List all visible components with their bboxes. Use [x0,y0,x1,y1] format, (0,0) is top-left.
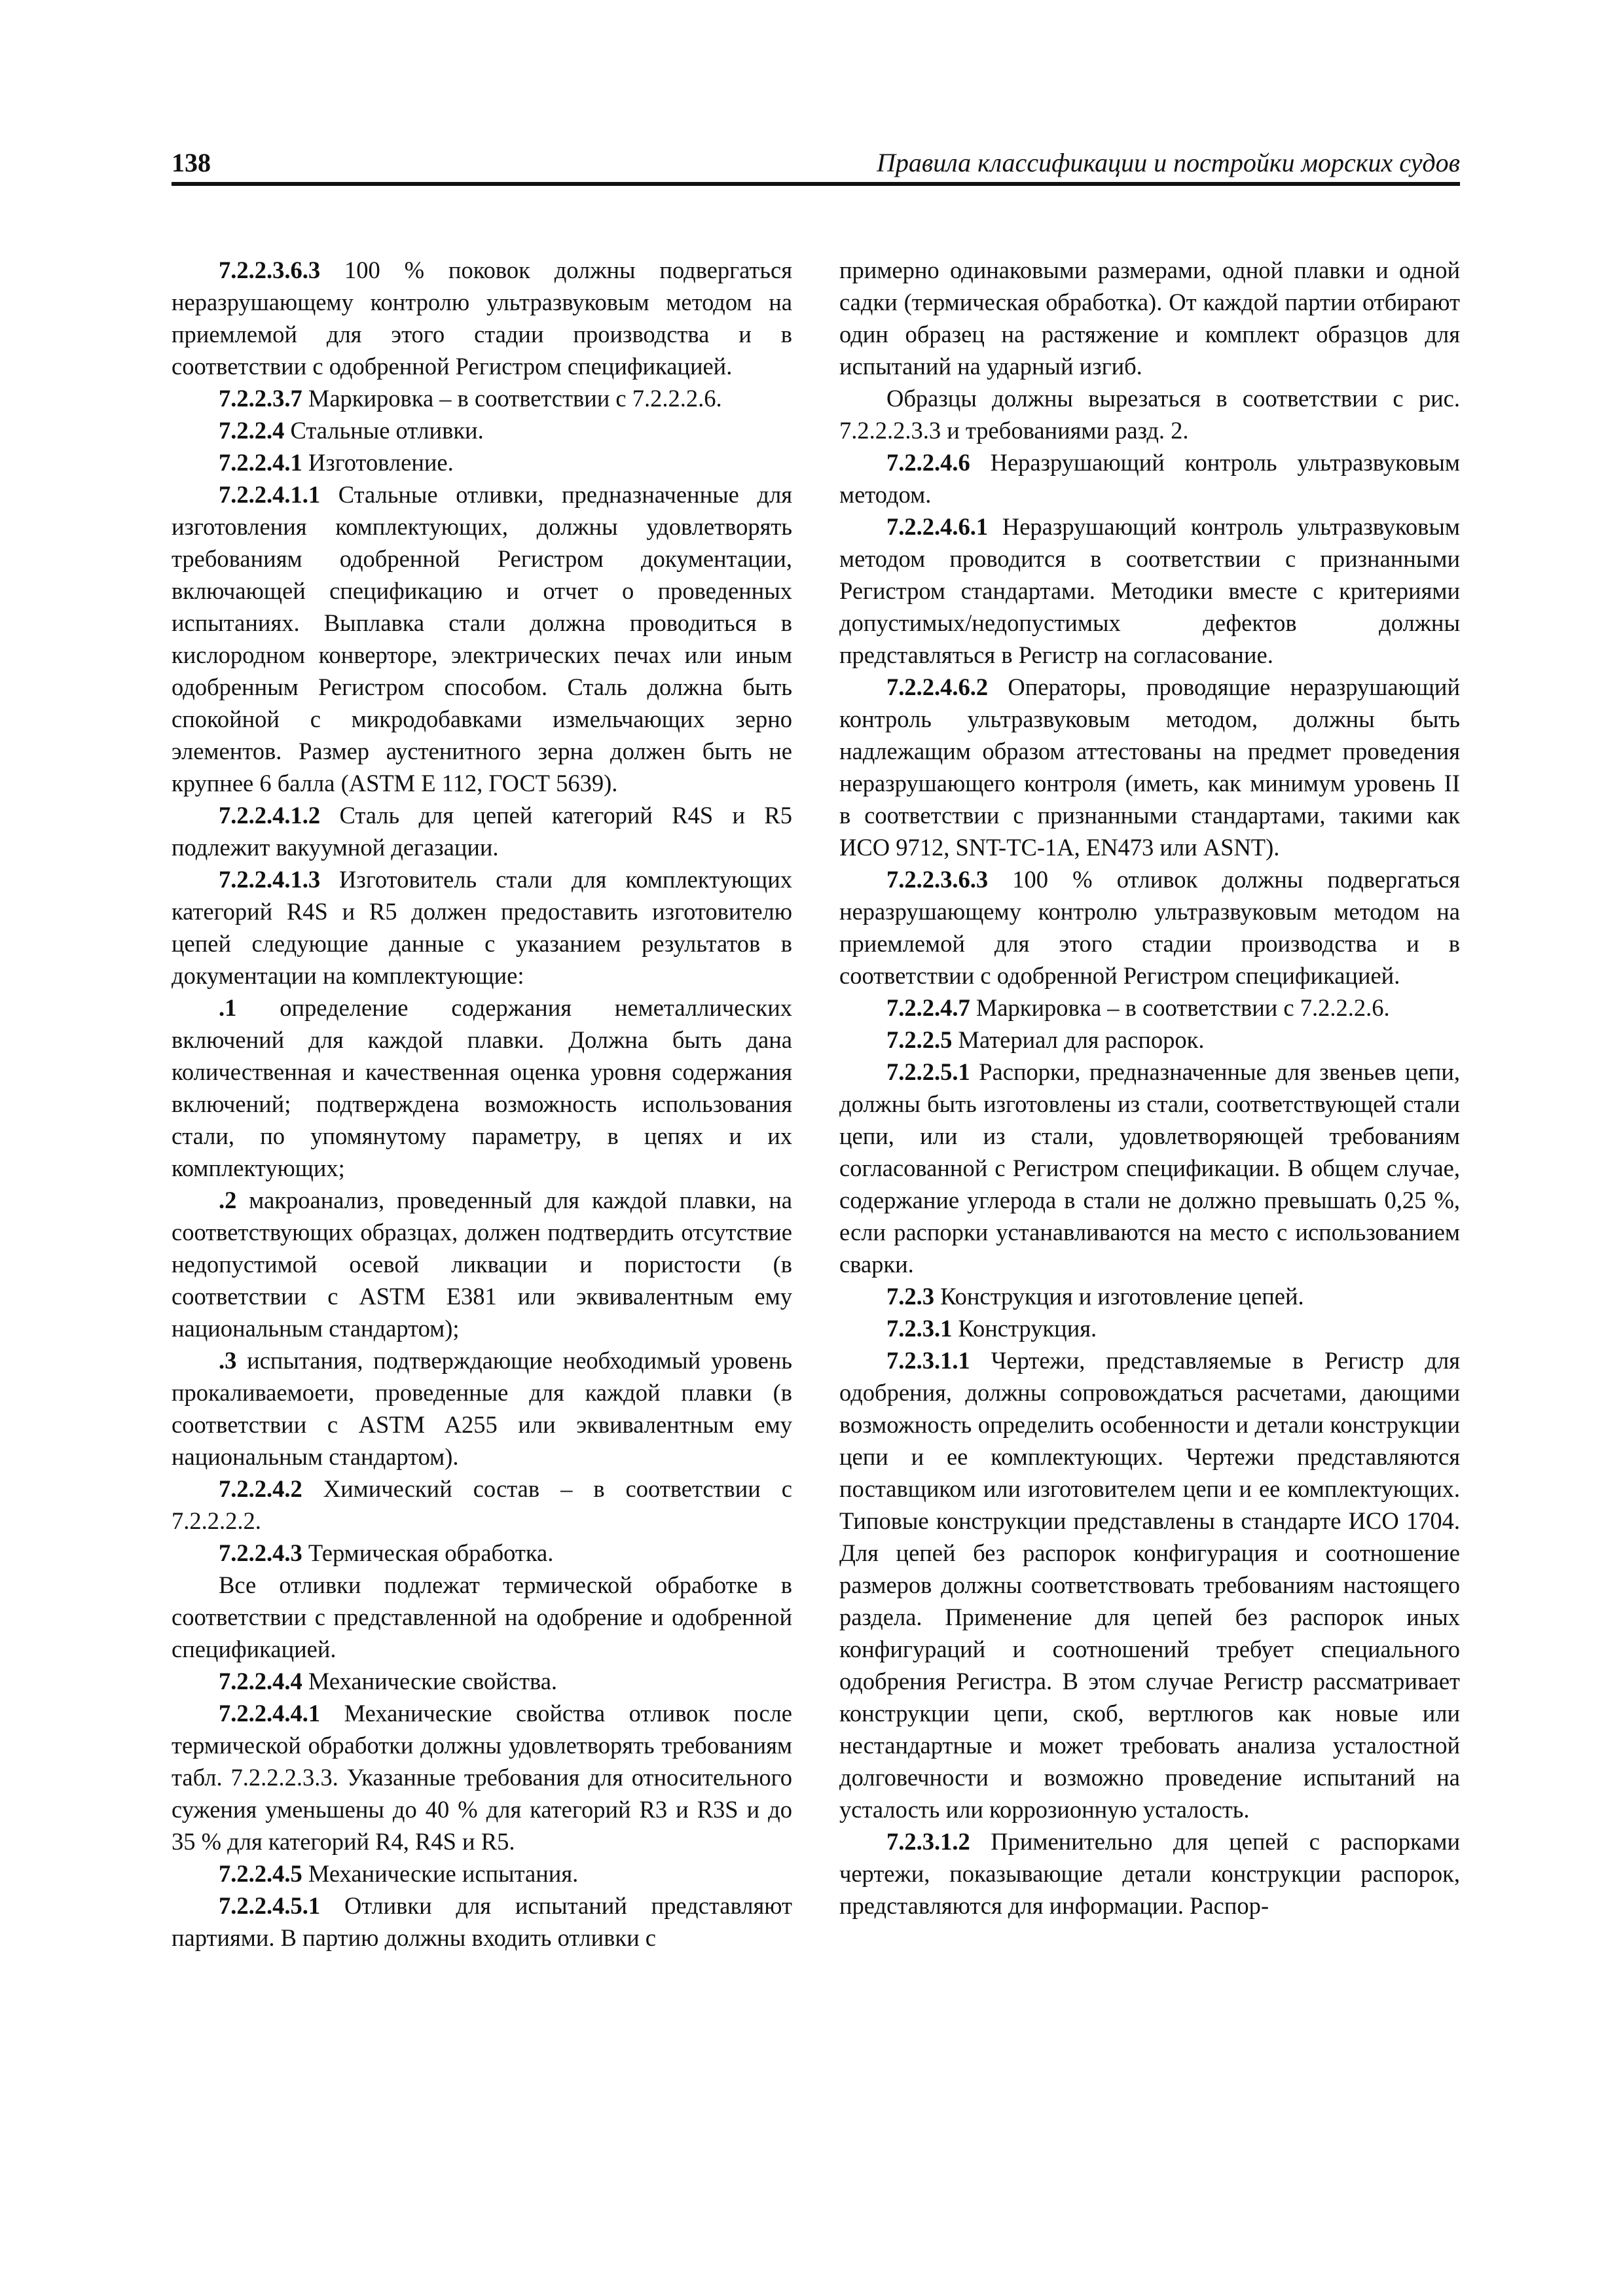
paragraph [172,1665,792,1697]
paragraph-text: Изготовитель стали для комплектующих категорий R4S и R5 должен предоставить изготовителю цепей следующие данные с указанием результатов в документации на комплектующие: [172,866,792,989]
clause-number: 7.2.3.1.1 [886,1347,970,1374]
paragraph-text: Изготовление. [302,449,454,476]
paragraph [839,382,1460,446]
paragraph [839,511,1460,671]
paragraph-text: примерно одинаковыми размерами, одной плавки и одной садки (термическая обработка). От каждой партии отбирают один образец на растяжение и комплект образцов для испытаний на ударный изгиб. [839,257,1460,380]
paragraph [839,863,1460,992]
paragraph [172,254,792,382]
paragraph-text: Распорки, предназначенные для звеньев цепи, должны быть изготовлены из стали, соответствующей стали цепи, или из стали, удовлетворяющей требованиям согласованной с Регистром спецификации. В общем случае, содержание углерода в стали не должно превышать 0,25 %, если распорки устанавливаются на место с использованием сварки. [839,1058,1460,1278]
clause-number: 7.2.2.5 [886,1026,953,1053]
paragraph [172,1344,792,1473]
running-title: Правила классификации и постройки морских судов [876,148,1460,177]
paragraph [839,1024,1460,1056]
paragraph-text: испытания, подтверждающие необходимый уровень прокаливаемоети, проведенные для каждой плавки (в соответствии с ASTM A255 или эквивалентным ему национальным стандартом). [172,1347,792,1470]
clause-number: 7.2.2.4.6.2 [886,673,989,700]
paragraph-text: Механические испытания. [302,1860,579,1887]
clause-number: 7.2.2.4.1.1 [219,481,321,508]
page-number: 138 [172,148,211,177]
paragraph [839,1344,1460,1825]
paragraph-text: Стальные отливки, предназначенные для изготовления комплектующих, должны удовлетворять требованиям одобренной Регистром документации, включающей спецификацию и отчет о проведенных испытаниях. Выплавка стали должна проводиться в кислородном конверторе, электрических печах или иным одобренным Регистром способом. Сталь должна быть спокойной с микродобавками измельчающих зерно элементов. Размер аустенитного зерна должен быть не крупнее 6 балла (ASTM E 112, ГОСТ 5639). [172,481,792,797]
clause-number: 7.2.2.3.6.3 [886,866,989,893]
paragraph [172,446,792,478]
paragraph-text: Термическая обработка. [302,1539,554,1566]
paragraph [172,1569,792,1665]
clause-number: 7.2.2.4.6.1 [886,513,989,540]
paragraph [839,671,1460,863]
clause-number: .2 [219,1187,237,1213]
paragraph [172,1697,792,1857]
paragraph-text: Чертежи, представляемые в Регистр для одобрения, должны сопровождаться расчетами, дающими возможность определить особенности и детали конструкции цепи и ее комплектующих. Чертежи представляются поставщиком или изготовителем цепи и ее комплектующих. Типовые конструкции представлены в стандарте ИСО 1704. Для цепей без распорок конфигурация и соотношение размеров должны соответствовать требованиям настоящего раздела. Применение для цепей без распорок иных конфигураций и соотношений требует специального одобрения Регистра. В этом случае Регистр рассматривает конструкции цепи, скоб, вертлюгов как новые или нестандартные и может требовать анализа усталостной долговечности и возможно проведение испытаний на усталость или коррозионную усталость. [839,1347,1460,1823]
left-column [172,254,792,1954]
paragraph [172,478,792,799]
clause-number: 7.2.2.4.2 [219,1475,302,1502]
right-column [839,254,1460,1922]
paragraph-text: Стальные отливки. [284,417,484,444]
clause-number: 7.2.2.4.1.3 [219,866,321,893]
paragraph [172,799,792,863]
paragraph [172,414,792,446]
paragraph-text: Химический состав – в соответствии с 7.2.2.2.2. [172,1475,792,1534]
clause-number: 7.2.3.1.2 [886,1828,970,1855]
paragraph-text: Маркировка – в соответствии с 7.2.2.2.6. [970,994,1390,1021]
clause-number: 7.2.2.4.7 [886,994,970,1021]
paragraph [172,1537,792,1569]
paragraph [839,1056,1460,1280]
paragraph [172,1890,792,1954]
paragraph [839,992,1460,1024]
paragraph-text: Неразрушающий контроль ультразвуковым методом проводится в соответствии с признанными Регистром стандартами. Методики вместе с критериями допустимых/недопустимых дефектов должны представляться в Регистр на согласование. [839,513,1460,668]
paragraph-text: Механические свойства. [302,1668,558,1695]
clause-number: 7.2.2.5.1 [886,1058,970,1085]
paragraph-text: Материал для распорок. [952,1026,1205,1053]
paragraph [839,1280,1460,1312]
paragraph-text: Все отливки подлежат термической обработке в соответствии с представленной на одобрение и одобренной спецификацией. [172,1571,792,1662]
paragraph-text: Маркировка – в соответствии с 7.2.2.2.6. [302,385,722,412]
clause-number: 7.2.2.4.6 [886,449,970,476]
paragraph-text: 100 % поковок должны подвергаться неразрушающему контролю ультразвуковым методом на приемлемой для этого стадии производства и в соответствии с одобренной Регистром спецификацией. [172,257,792,380]
paragraph-text: Применительно для цепей с распорками чертежи, показывающие детали конструкции распорок, представляются для информации. Распор- [839,1828,1460,1919]
paragraph [172,863,792,992]
page-header [172,145,1460,186]
clause-number: 7.2.2.4.4.1 [219,1700,321,1727]
clause-number: 7.2.2.3.6.3 [219,257,321,283]
clause-number: 7.2.3 [886,1283,934,1310]
paragraph-text: макроанализ, проведенный для каждой плавки, на соответствующих образцах, должен подтвердить отсутствие недопустимой осевой ликвации и пористости (в соответствии с ASTM E381 или эквивалентным ему национальным стандартом); [172,1187,792,1342]
paragraph-text: Операторы, проводящие неразрушающий контроль ультразвуковым методом, должны быть надлежащим образом аттестованы на предмет проведения неразрушающего контроля (иметь, как минимум уровень II в соответствии с признанными стандартами, такими как ИСО 9712, SNT-TC-1A, EN473 или ASNT). [839,673,1460,861]
paragraph-text: Конструкция и изготовление цепей. [934,1283,1304,1310]
clause-number: 7.2.2.4.1 [219,449,302,476]
clause-number: 7.2.2.4.4 [219,1668,302,1695]
paragraph-text: определение содержания неметаллических включений для каждой плавки. Должна быть дана количественная и качественная оценка уровня содержания включений; подтверждена возможность использования стали, по упомянутому параметру, в цепях и их комплектующих; [172,994,792,1181]
clause-number: 7.2.2.4.5 [219,1860,302,1887]
paragraph [172,1473,792,1537]
paragraph-text: Неразрушающий контроль ультразвуковым методом. [839,449,1460,508]
clause-number: 7.2.2.4.1.2 [219,802,321,829]
clause-number: .3 [219,1347,237,1374]
paragraph-text: Конструкция. [952,1315,1097,1342]
paragraph-text: Отливки для испытаний представляют партиями. В партию должны входить отливки с [172,1892,792,1951]
paragraph [172,1857,792,1890]
clause-number: 7.2.2.4.5.1 [219,1892,321,1919]
paragraph [172,992,792,1184]
clause-number: 7.2.2.4.3 [219,1539,302,1566]
paragraph [839,254,1460,382]
paragraph-text: Механические свойства отливок после термической обработки должны удовлетворять требованиям табл. 7.2.2.2.3.3. Указанные требования для относительного сужения уменьшены до 40 % для категорий R3 и R3S и до 35 % для категорий R4, R4S и R5. [172,1700,792,1855]
clause-number: 7.2.3.1 [886,1315,953,1342]
paragraph [839,446,1460,511]
clause-number: 7.2.2.3.7 [219,385,302,412]
paragraph [172,382,792,414]
paragraph-text: 100 % отливок должны подвергаться неразрушающему контролю ультразвуковым методом на приемлемой для этого стадии производства и в соответствии с одобренной Регистром спецификацией. [839,866,1460,989]
paragraph-text: Сталь для цепей категорий R4S и R5 подлежит вакуумной дегазации. [172,802,792,861]
paragraph [839,1825,1460,1922]
clause-number: 7.2.2.4 [219,417,285,444]
paragraph [839,1312,1460,1344]
paragraph [172,1184,792,1344]
clause-number: .1 [219,994,237,1021]
paragraph-text: Образцы должны вырезаться в соответствии с рис. 7.2.2.2.3.3 и требованиями разд. 2. [839,385,1460,444]
